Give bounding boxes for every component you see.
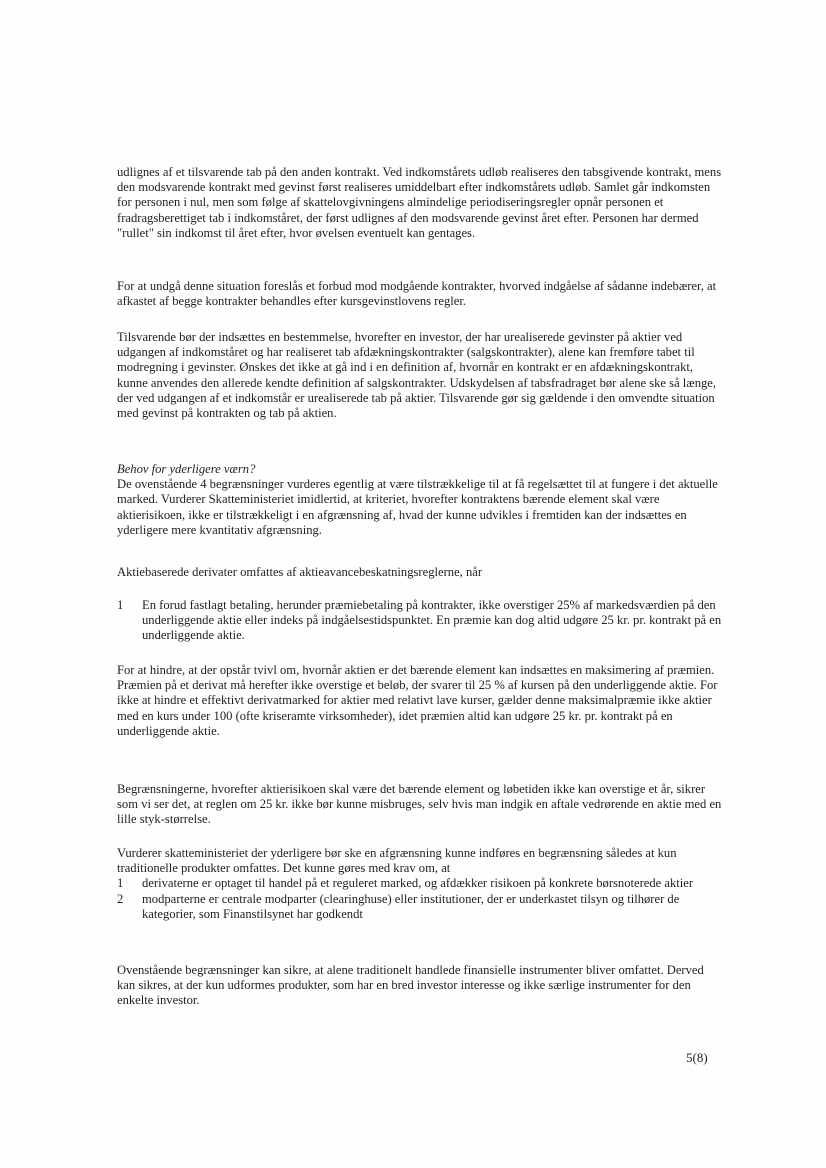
paragraph-hedging-provision — [117, 330, 722, 421]
paragraph-limitations — [117, 782, 722, 828]
list-item — [117, 892, 722, 922]
list-item-number: 1 — [117, 598, 124, 612]
paragraph-text: De ovenstående 4 begrænsninger vurderes egentlig at være tilstrækkelige til at få regelsættet til at fungere i det aktuelle marked. Vurderer Skatteministeriet imidlertid, at kriteriet, hvorefter kontraktens bærende element skal være aktierisikoen, ikke er tilstrækkeligt i en afgrænsning af, hvad der kunne udvikles i fremtiden kan der indsættes en yderligere mere kvantitativ afgrænsning. — [117, 477, 718, 537]
page-number: 5(8) — [686, 1050, 708, 1065]
list-item-text: En forud fastlagt betaling, herunder præmiebetaling på kontrakter, ikke overstiger 25% af markedsværdien på den underliggende aktie eller indeks på indgåelsestidspunktet. En præmie kan dog altid udgøre 25 kr. pr. kontrakt på en underliggende aktie. — [142, 598, 722, 643]
paragraph-text: udlignes af et tilsvarende tab på den anden kontrakt. Ved indkomstårets udløb realiseres den tabsgivende kontrakt, mens den modsvarende kontrakt med gevinst først realiseres umiddelbart efter indkomstårets udløb. Samlet går indkomsten for personen i nul, men som følge af skattelovgivningens almindelige periodiseringsregler opnår personen et fradragsberettiget tab i indkomståret, der først udlignes af den modsvarende gevinst året efter. Personen har dermed "rullet" sin indkomst til året efter, hvor øvelsen eventuelt kan gentages. — [117, 165, 722, 240]
numbered-list-requirements — [117, 876, 722, 922]
list-item-text: modparterne er centrale modparter (clearinghuse) eller institutioner, der er underkastet tilsyn og tilhører de kategorier, som Finanstilsynet har godkendt — [142, 891, 680, 921]
paragraph-counter-contracts-ban — [117, 279, 722, 309]
paragraph-text: Vurderer skatteministeriet der yderligere bør ske en afgrænsning kunne indføres en begrænsning således at kun traditionelle produkter omfattes. Det kunne gøres med krav om, at — [117, 846, 677, 876]
list-item-text: derivaterne er optaget til handel på et reguleret marked, og afdækker risikoen på konkrete børsnoterede aktier — [142, 876, 694, 891]
paragraph-text: Tilsvarende bør der indsættes en bestemmelse, hvorefter en investor, der har urealiserede gevinster på aktier ved udgangen af indkomståret og har realiseret tab afdækningskontrakter (salgskontrakter), alene kan fremføre tabet til modregning i gevinster. Ønskes det ikke at gå ind i en definition af, hvornår en kontrakt er en afdækningskontrakt, kunne anvendes den allerede kendte definition af salgskontrakter. Udskydelsen af tabsfradraget bør alene ske så længe, der ved udgangen af et indkomstår er urealiserede tab på aktier. Tilsvarende gør sig gældende i den omvendte situation med gevinst på kontrakten og tab på aktien. — [117, 330, 717, 421]
list-item-number: 2 — [117, 891, 124, 906]
paragraph-rollover — [117, 165, 722, 241]
paragraph-conclusion — [117, 963, 722, 1009]
paragraph-text: Aktiebaserede derivater omfattes af aktieavancebeskatningsreglerne, når — [117, 565, 483, 579]
paragraph-text: Ovenstående begrænsninger kan sikre, at alene traditionelt handlede finansielle instrumenter bliver omfattet. Derved kan sikres, at der kun udformes produkter, som har en bred investor interesse og ikke særlige instrumenter for den enkelte investor. — [117, 963, 704, 1008]
list-item-number: 1 — [117, 876, 124, 891]
section-heading: Behov for yderligere værn? — [117, 462, 256, 476]
paragraph-derivatives-intro — [117, 565, 722, 580]
paragraph-text: For at undgå denne situation foreslås et forbud mod modgående kontrakter, hvorved indgåelse af sådanne indebærer, at afkastet af begge kontrakter behandles efter kursgevinstlovens regler. — [117, 279, 717, 309]
numbered-list-premium — [117, 598, 722, 644]
paragraph-premium-cap — [117, 663, 722, 739]
paragraph-text: For at hindre, at der opstår tvivl om, hvornår aktien er det bærende element kan indsættes en maksimering af præmien. Præmien på et derivat må herefter ikke overstige et beløb, der svarer til 25 % af kursen på den underliggende aktie. For ikke at hindre et effektivt derivatmarked for aktier med relativt lave kurser, gælder denne maksimalpræmie ikke aktier med en kurs under 100 (ofte kriseramte virksomheder), idet præmien altid kan udgøre 25 kr. pr. kontrakt på en underliggende aktie. — [117, 663, 718, 738]
paragraph-text: Begrænsningerne, hvorefter aktierisikoen skal være det bærende element og løbetiden ikke kan overstige et år, sikrer som vi ser det, at reglen om 25 kr. ikke bør kunne misbruges, selv hvis man indgik en aftale vedrørende en aktie med en lille styk-størrelse. — [117, 782, 722, 827]
section-further-protection — [117, 462, 722, 538]
paragraph-traditional-products — [117, 846, 722, 922]
list-item — [117, 598, 722, 644]
list-item — [117, 876, 722, 891]
